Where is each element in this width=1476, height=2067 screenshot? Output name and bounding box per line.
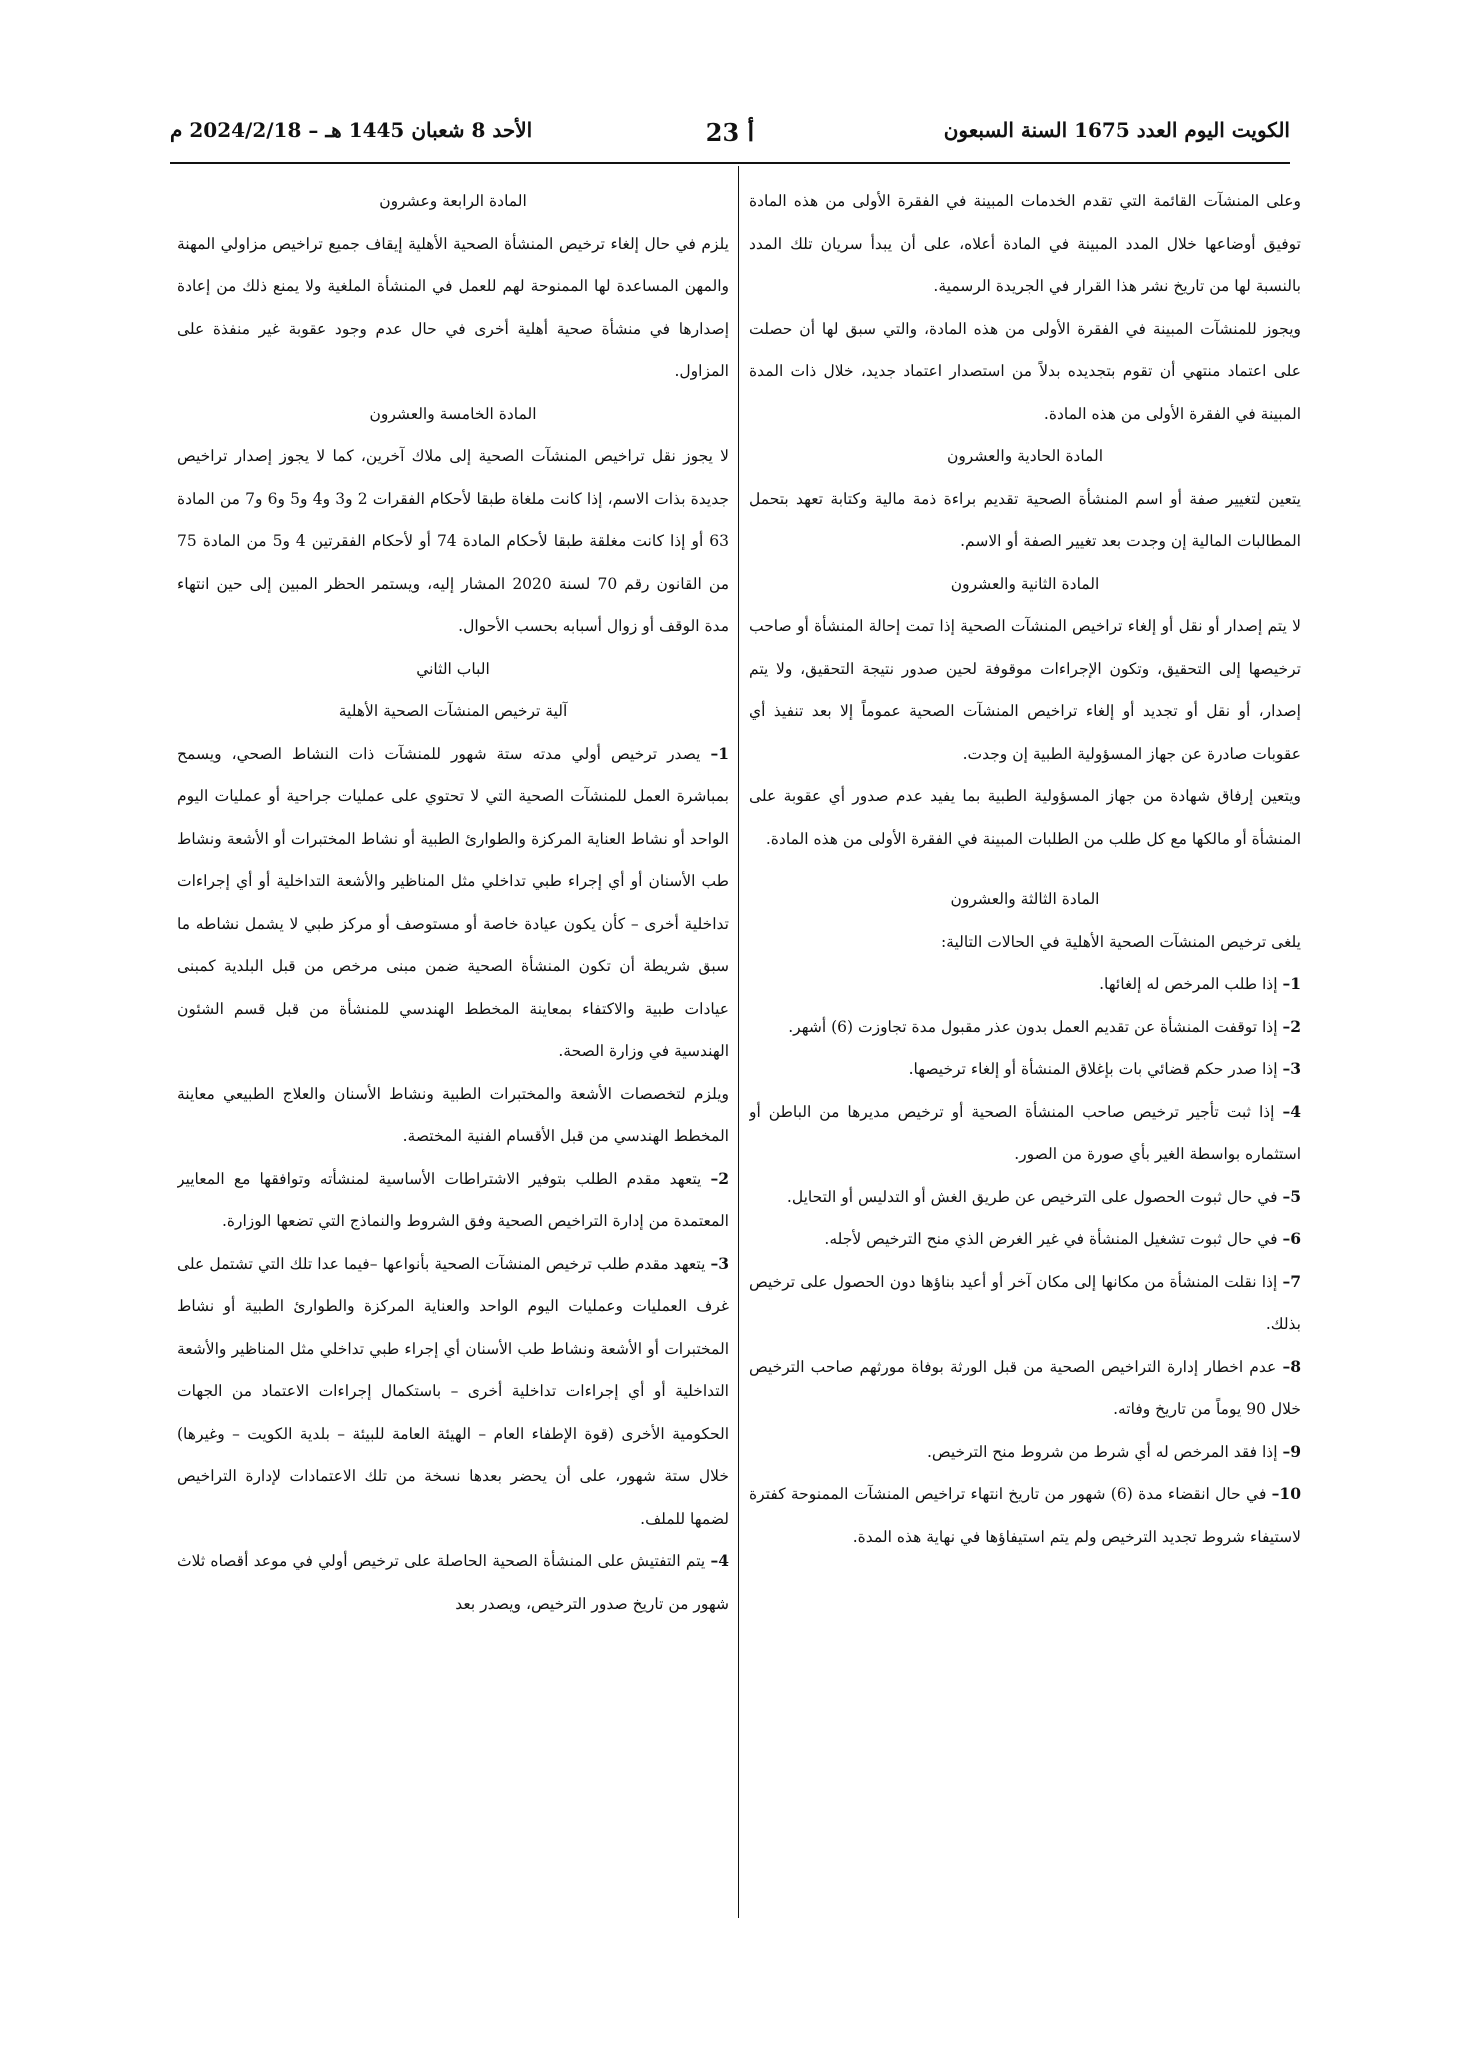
item-number: 1– — [1282, 974, 1301, 993]
list-item — [177, 1158, 729, 1243]
header-issue-info: الكويت اليوم العدد 1675 السنة السبعون — [943, 118, 1290, 142]
list-item — [749, 1473, 1301, 1558]
item-number: 7– — [1282, 1271, 1301, 1291]
paragraph — [177, 1073, 729, 1158]
page-header — [170, 118, 1290, 158]
column-divider — [738, 166, 739, 1918]
item-text: يتعهد مقدم طلب ترخيص المنشآت الصحية بأنواعها –فيما عدا تلك التي تشتمل على غرف العمليات وعمليات اليوم الواحد والعناية المركزة والطوارئ الطبية أو نشاط المختبرات أو الأشعة ونشاط طب الأسنان أي إجراء طبي تداخلي مثل المناظير والأشعة التداخلية أو أي إجراءات تداخلية أخرى – باستكمال إجراءات الاعتماد من الجهات الحكومية الأخرى (قوة الإطفاء العام – الهيئة العامة للبيئة – بلدية الكويت – وغيرها) خلال ستة شهور، على أن يحضر بعدها نسخة من تلك الاعتمادات لإدارة التراخيص لضمها للملف. — [177, 1254, 729, 1528]
article-24-text: يلزم في حال إلغاء ترخيص المنشأة الصحية الأهلية إيقاف جميع تراخيص مزاولي المهنة والمهن المساعدة لها الممنوحة لهم للعمل في المنشأة الملغية ولا يمنع ذلك من إعادة إصدارها في منشأة صحية أهلية أخرى في حال عدم وجود عقوبة غير منفذة على المزاول. — [177, 234, 729, 380]
article-21-text: يتعين لتغيير صفة أو اسم المنشأة الصحية تقديم براءة ذمة مالية وكتابة تعهد بتحمل المطالبات المالية إن وجدت بعد تغيير الصفة أو الاسم. — [749, 489, 1301, 550]
item-text: في حال ثبوت تشغيل المنشأة في غير الغرض الذي منح الترخيص لأجله. — [824, 1230, 1283, 1248]
list-item — [177, 733, 729, 1073]
list-item — [749, 963, 1301, 1006]
list-item — [749, 1261, 1301, 1346]
item-number: 10– — [1271, 1484, 1301, 1503]
item-number: 3– — [1282, 1059, 1301, 1078]
item-text: إذا صدر حكم قضائي بات بإغلاق المنشأة أو إلغاء ترخيصها. — [908, 1060, 1283, 1078]
item-number: 4– — [710, 1551, 729, 1570]
list-item — [749, 1346, 1301, 1431]
list-item — [749, 1006, 1301, 1049]
item-text: يتم التفتيش على المنشأة الصحية الحاصلة على ترخيص أولي في موعد أقصاه ثلاث شهور من تاريخ صدور الترخيص، ويصدر بعد — [177, 1552, 729, 1613]
item-text: إذا طلب المرخص له إلغائها. — [1099, 975, 1283, 993]
list-item — [749, 1091, 1301, 1176]
list-item — [749, 1431, 1301, 1474]
article-22-paragraph: ويتعين إرفاق شهادة من جهاز المسؤولية الطبية بما يفيد عدم صدور أي عقوبة على المنشأة أو مالكها مع كل طلب من الطلبات المبينة في الفقرة الأولى من هذه المادة. — [749, 787, 1301, 848]
item-text: إذا ثبت تأجير ترخيص صاحب المنشأة الصحية أو ترخيص مديرها من الباطن أو استثماره بواسطة الغير بأي صورة من الصور. — [749, 1102, 1301, 1163]
item-text: عدم اخطار إدارة التراخيص الصحية من قبل الورثة بوفاة مورثهم صاحب الترخيص خلال 90 يوماً من تاريخ وفاته. — [749, 1357, 1301, 1418]
list-item — [749, 1048, 1301, 1091]
article-23-intro: يلغى ترخيص المنشآت الصحية الأهلية في الحالات التالية: — [940, 932, 1301, 951]
paragraph: ويجوز للمنشآت المبينة في الفقرة الأولى من هذه المادة، والتي سبق لها أن حصلت على اعتماد منتهي أن تقوم بتجديده بدلاً من استصدار اعتماد جديد، خلال ذات المدة المبينة في الفقرة الأولى من هذه المادة. — [749, 319, 1301, 423]
item-text: يتعهد مقدم الطلب بتوفير الاشتراطات الأساسية لمنشأته وتوافقها مع المعايير المعتمدة من إدارة التراخيص الصحية وفق الشروط والنماذج التي تضعها الوزارة. — [177, 1169, 729, 1230]
item-number: 4– — [1282, 1101, 1301, 1121]
item-text: في حال ثبوت الحصول على الترخيص عن طريق الغش أو التدليس أو التحايل. — [786, 1187, 1283, 1206]
header-date: الأحد 8 شعبان 1445 هـ – 2024/2/18 م — [170, 118, 533, 142]
list-item — [177, 1243, 729, 1541]
part-2-title: الباب الثاني — [416, 659, 490, 678]
item-number: 2– — [710, 1168, 729, 1188]
article-25-title: المادة الخامسة والعشرون — [369, 404, 537, 423]
item-number: 3– — [710, 1253, 729, 1273]
item-text: إذا فقد المرخص له أي شرط من شروط منح الترخيص. — [926, 1442, 1283, 1461]
item-text: في حال انقضاء مدة (6) شهور من تاريخ انتهاء تراخيص المنشآت الممنوحة كفترة لاستيفاء شروط تجديد الترخيص ولم يتم استيفاؤها في نهاية هذه المدة. — [749, 1485, 1301, 1546]
item-text: يصدر ترخيص أولي مدته ستة شهور للمنشآت ذات النشاط الصحي، ويسمح بمباشرة العمل للمنشآت الصحية التي لا تحتوي على عمليات جراحية أو عمليات اليوم الواحد أو نشاط العناية المركزة والطوارئ الطبية أو نشاط المختبرات أو الأشعة ونشاط طب الأسنان أو أي إجراء طبي تداخلي مثل المناظير والأشعة التداخلية أو أي إجراءات تداخلية أخرى – كأن يكون عيادة خاصة أو مستوصف أو مركز طبي لا يشمل نشاطه ما سبق شريطة أن تكون المنشأة الصحية ضمن مبنى مرخص من قبل البلدية كمبنى عيادات طبية والاكتفاء بمعاينة المخطط الهندسي للمنشأة من قبل قسم الشئون الهندسية في وزارة الصحة. — [177, 744, 729, 1060]
item-number: 8– — [1282, 1356, 1301, 1376]
item-text: إذا نقلت المنشأة من مكانها إلى مكان آخر أو أعيد بناؤها دون الحصول على ترخيص بذلك. — [749, 1272, 1301, 1333]
list-item — [177, 1540, 729, 1625]
article-22-paragraph: لا يتم إصدار أو نقل أو إلغاء تراخيص المنشآت الصحية إذا تمت إحالة المنشأة أو صاحب ترخيصها إلى التحقيق، وتكون الإجراءات موقوفة لحين صدور نتيجة التحقيق، ولا يتم إصدار، أو نقل أو تجديد أو إلغاء تراخيص المنشآت الصحية عموماً إلا بعد تنفيذ أي عقوبات صادرة عن جهاز المسؤولية الطبية إن وجدت. — [749, 617, 1301, 763]
item-text: ويلزم لتخصصات الأشعة والمختبرات الطبية ونشاط الأسنان والعلاج الطبيعي معاينة المخطط الهندسي من قبل الأقسام الفنية المختصة. — [177, 1084, 729, 1145]
item-number: 6– — [1282, 1229, 1301, 1248]
item-text: إذا توقفت المنشأة عن تقديم العمل بدون عذر مقبول مدة تجاوزت (6) أشهر. — [788, 1017, 1283, 1036]
header-page-number: أ 23 — [705, 118, 755, 147]
header-rule — [170, 162, 1290, 164]
right-column — [749, 180, 1301, 1940]
item-number: 1– — [710, 743, 729, 763]
part-2-subtitle: آلية ترخيص المنشآت الصحية الأهلية — [338, 702, 568, 720]
item-number: 2– — [1282, 1016, 1301, 1036]
paragraph: وعلى المنشآت القائمة التي تقدم الخدمات المبينة في الفقرة الأولى من هذه المادة توفيق أوضاعها خلال المدد المبينة في المادة أعلاه، على أن يبدأ سريان تلك المدد بالنسبة لها من تاريخ نشر هذا القرار في الجريدة الرسمية. — [749, 192, 1301, 295]
item-number: 5– — [1282, 1186, 1301, 1206]
article-25-text: لا يجوز نقل تراخيص المنشآت الصحية إلى ملاك آخرين، كما لا يجوز إصدار تراخيص جديدة بذات الاسم، إذا كانت ملغاة طبقا لأحكام الفقرات 2 و3 و4 و5 و6 و7 من المادة 63 أو إذا كانت مغلقة طبقا لأحكام المادة 74 أو لأحكام الفقرتين 4 و5 من المادة 75 من القانون رقم 70 لسنة 2020 المشار إليه، ويستمر الحظر المبين إلى حين انتهاء مدة الوقف أو زوال أسبابه بحسب الأحوال. — [177, 447, 729, 635]
left-column — [177, 180, 729, 1940]
item-number: 9– — [1282, 1441, 1301, 1461]
article-21-title: المادة الحادية والعشرون — [946, 447, 1104, 465]
article-23-title: المادة الثالثة والعشرون — [950, 890, 1100, 908]
list-item — [749, 1218, 1301, 1261]
article-24-title: المادة الرابعة وعشرون — [379, 192, 527, 210]
list-item — [749, 1176, 1301, 1219]
article-22-title: المادة الثانية والعشرون — [950, 574, 1100, 593]
